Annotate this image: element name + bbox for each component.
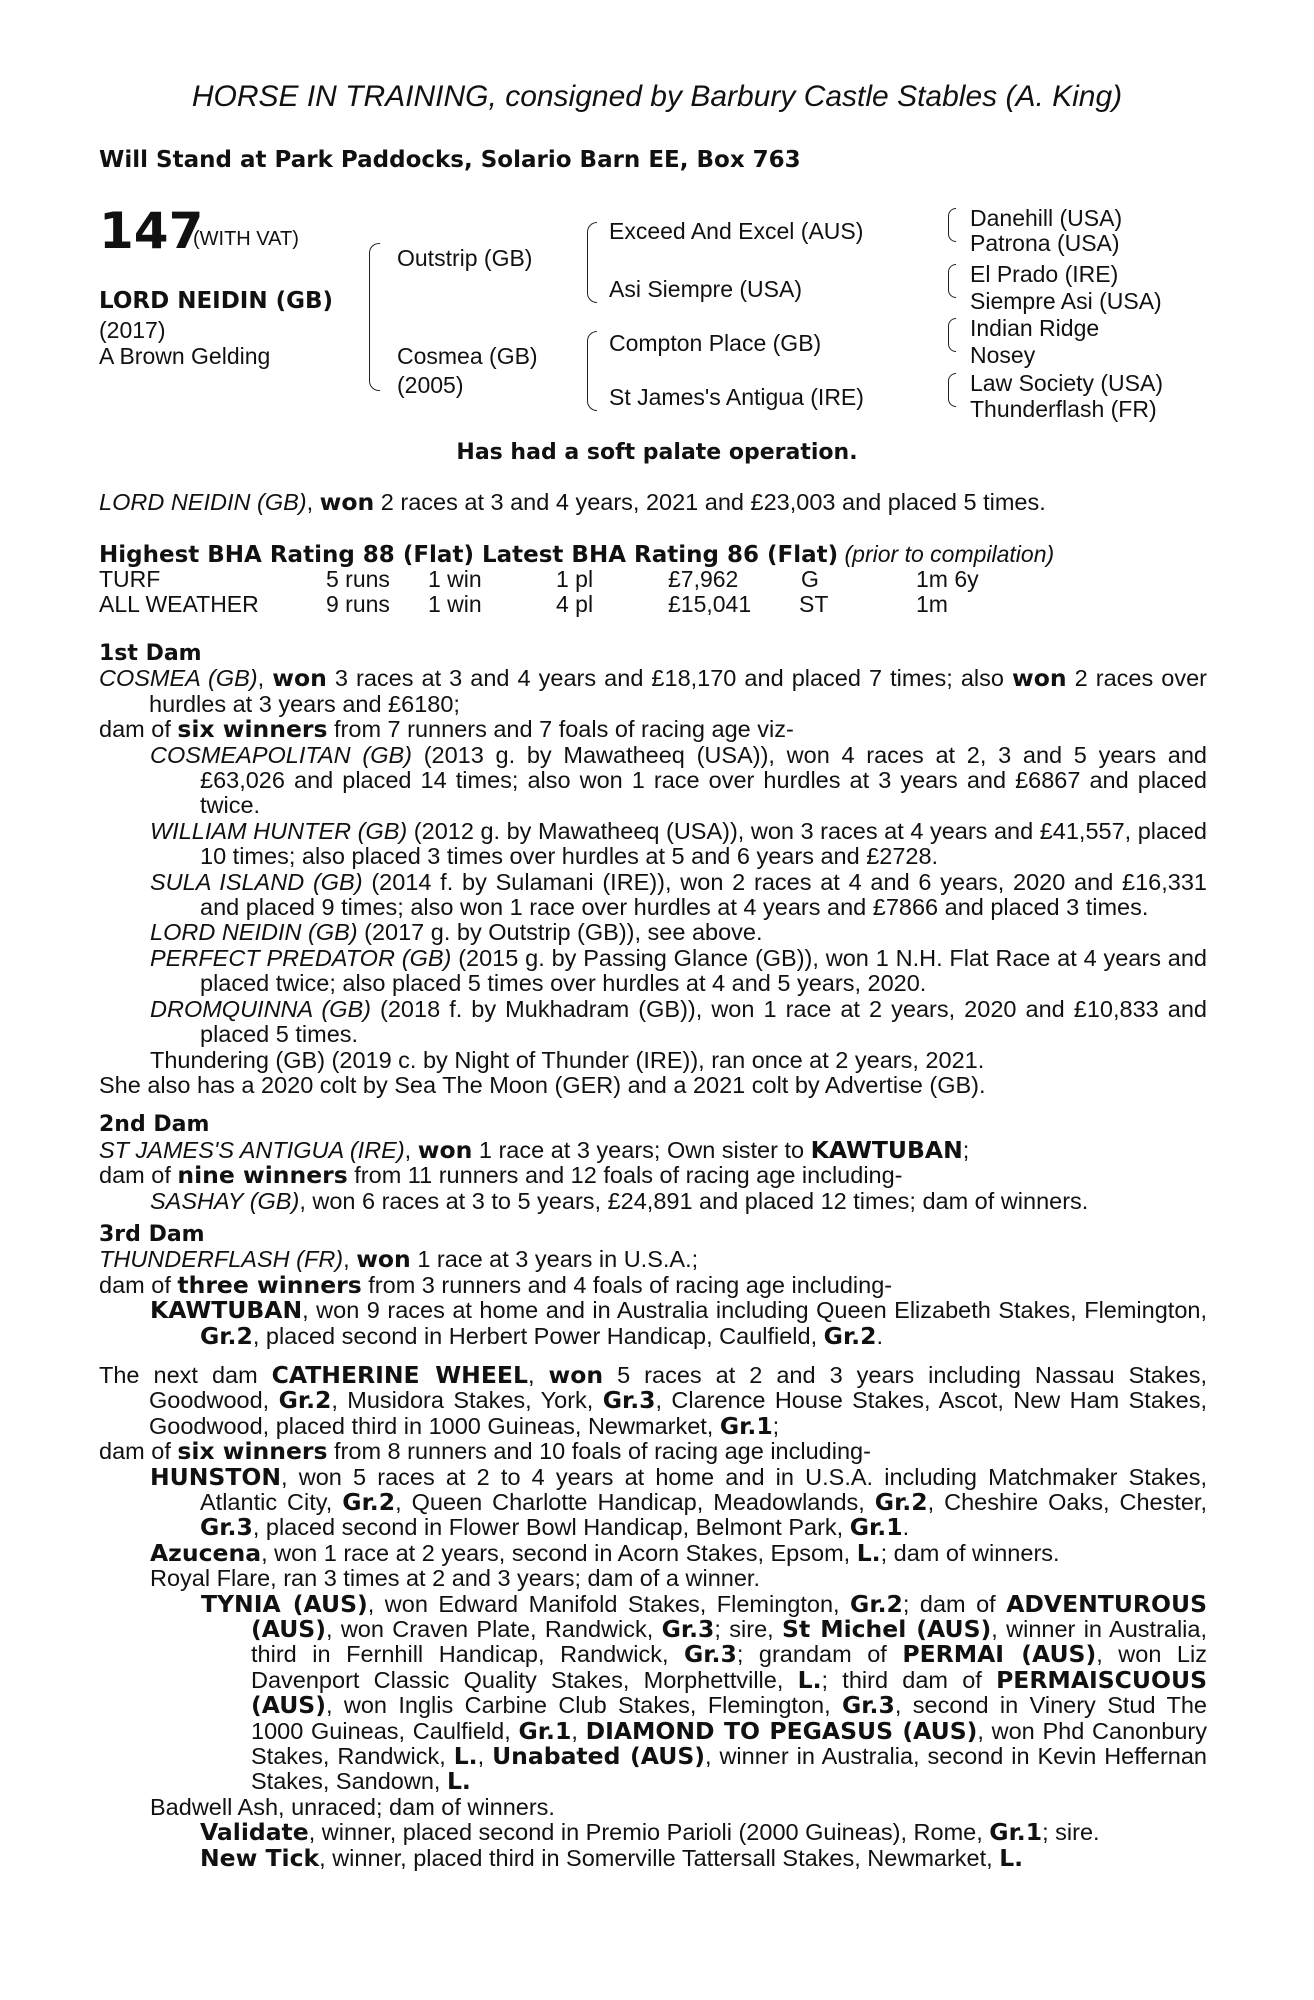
text-fragment: won xyxy=(272,664,327,693)
record-wins: 1 win xyxy=(428,591,482,617)
text-fragment: 2 races over hurdles at 3 years and £6180; xyxy=(149,665,1207,717)
text-fragment: won xyxy=(548,1360,604,1389)
text-fragment: , Queen Charlotte Handicap, Meadowlands, xyxy=(395,1489,875,1515)
g-brace-1 xyxy=(948,208,956,242)
progeny-entry: Royal Flare, ran 3 times at 2 and 3 years; dam of a winner. xyxy=(150,1565,760,1592)
text-fragment: , won Craven Plate, Randwick, xyxy=(325,1616,662,1643)
text-fragment: Gr.3 xyxy=(602,1386,656,1415)
progeny-entry: Thundering (GB) (2019 c. by Night of Thunder (IRE)), ran once at 2 years, 2021. xyxy=(150,1046,985,1073)
text-fragment: St Michel (AUS) xyxy=(782,1615,992,1644)
dam-name: COSMEA (GB) xyxy=(99,665,258,692)
horse-description: A Brown Gelding xyxy=(99,343,271,369)
text-fragment: Gr.2 xyxy=(342,1488,396,1516)
text-fragment: Gr.1 xyxy=(719,1411,773,1440)
text-fragment: from 3 runners and 4 foals of racing age including- xyxy=(361,1271,893,1298)
next-dam-record xyxy=(99,1360,1207,1440)
text-fragment: , winner in Australia, third in Fernhill Handicap, Randwick, xyxy=(251,1616,1208,1668)
text-fragment: six winners xyxy=(177,1437,328,1466)
progeny-name: WILLIAM HUNTER (GB) xyxy=(150,817,408,844)
spacer xyxy=(99,1349,1207,1363)
progeny-entry xyxy=(99,819,1207,870)
record-going: ST xyxy=(799,591,829,617)
text-fragment: , Clarence House Stakes, Ascot, New Ham Stakes, Goodwood, placed third in 1000 Guineas, Newmarket, xyxy=(149,1387,1207,1439)
horse-year: (2017) xyxy=(99,317,166,343)
g-brace-2 xyxy=(948,264,956,298)
text-fragment: Gr.2 xyxy=(200,1321,253,1350)
progeny-text: (2013 g. by Mawatheeq (USA)), won 4 races at 2, 3 and 5 years and £63,026 and placed 14 times; also won 1 race over hurdles at 3 years and £6867 and placed twice. xyxy=(200,741,1207,819)
lot-number: 147 xyxy=(99,202,204,260)
text-fragment: , won Liz Davenport Classic Quality Stakes, Morphettville, xyxy=(251,1641,1207,1693)
second-dam-produce xyxy=(99,1163,1207,1188)
text-fragment: nine winners xyxy=(177,1161,348,1190)
first-dam-record: COSMEA (GB), won 3 races at 3 and 4 years and £18,170 and placed 7 times; also won 2 races over hurdles at 3 years and £6180; xyxy=(99,664,1207,717)
record-going: G xyxy=(801,566,819,592)
text-fragment: 1 race at 3 years in U.S.A.; xyxy=(410,1246,699,1273)
dam-name: THUNDERFLASH (FR) xyxy=(99,1246,344,1273)
text-fragment: dam of xyxy=(99,1438,178,1465)
text-fragment: 5 races at 2 and 3 years including Nassau Stakes, Goodwood, xyxy=(149,1361,1207,1414)
text-fragment: , winner, placed third in Somerville Tattersall Stakes, Newmarket, xyxy=(319,1844,1000,1871)
g-brace-3 xyxy=(948,318,956,352)
text-fragment: DIAMOND TO PEGASUS (AUS) xyxy=(585,1716,978,1745)
text-fragment: from 11 runners and 12 foals of racing age including- xyxy=(347,1162,903,1189)
text-fragment: Gr.2 xyxy=(823,1321,877,1350)
record-placed: 1 pl xyxy=(556,566,594,592)
spacer xyxy=(99,1214,1207,1222)
progeny-text: (2018 f. by Mukhadram (GB)), won 1 race at 2 years, 2020 and £10,833 and placed 5 times. xyxy=(200,995,1207,1048)
progeny-entry xyxy=(99,1843,1207,1872)
text-fragment: L. xyxy=(856,1538,881,1567)
text-fragment: PERMAISCUOUS (AUS) xyxy=(251,1665,1207,1720)
sire-dam: Asi Siempre (USA) xyxy=(609,276,802,302)
text-fragment: Gr.1 xyxy=(518,1716,572,1745)
first-dam-heading: 1st Dam xyxy=(99,641,202,666)
progeny-entry xyxy=(99,1589,1208,1796)
text-fragment: L. xyxy=(797,1665,822,1694)
text-fragment: won xyxy=(356,1245,411,1274)
next-dam-produce xyxy=(99,1439,1207,1464)
text-fragment: from 7 runners and 7 foals of racing age viz- xyxy=(327,716,794,743)
second-dam-record: ST JAMES'S ANTIGUA (IRE), won 1 race at 3 years; Own sister to KAWTUBAN; xyxy=(99,1135,970,1164)
progeny-text: , won 6 races at 3 to 5 years, £24,891 and placed 12 times; dam of winners. xyxy=(299,1187,1089,1214)
pedigree-notes xyxy=(99,641,1207,1871)
text-fragment: ; dam of winners. xyxy=(880,1539,1060,1566)
text-fragment: ; sire. xyxy=(1042,1819,1100,1846)
progeny-entry xyxy=(99,997,1207,1048)
first-dam-produce xyxy=(99,717,1207,742)
record-distance: 1m xyxy=(916,591,948,617)
record-surface: ALL WEATHER xyxy=(99,591,259,617)
progeny-name: PERFECT PREDATOR (GB) xyxy=(150,944,452,971)
text-fragment: dam of xyxy=(99,1271,178,1298)
text-fragment: dam of xyxy=(99,716,178,743)
text-fragment: ; xyxy=(962,1136,970,1163)
text-fragment: Unabated (AUS) xyxy=(492,1742,705,1771)
summary-horse-name: LORD NEIDIN (GB) xyxy=(99,489,307,515)
progeny-entry xyxy=(99,1298,1207,1349)
progeny-entry xyxy=(99,870,1207,921)
text-fragment: , second in Vinery Stud The 1000 Guineas, Caulfield, xyxy=(251,1692,1208,1744)
text-fragment: from 8 runners and 10 foals of racing age including- xyxy=(327,1438,871,1465)
dam-year: (2005) xyxy=(397,372,464,398)
record-runs: 9 runs xyxy=(326,591,390,617)
granddam-4: Thunderflash (FR) xyxy=(970,396,1157,422)
grandsire-2: El Prado (IRE) xyxy=(970,261,1119,287)
text-fragment: 2 races at 3 and 4 years, 2021 and £23,003 and placed 5 times. xyxy=(374,489,1046,515)
text-fragment: ; xyxy=(772,1412,780,1439)
text-fragment: ADVENTUROUS (AUS) xyxy=(251,1589,1207,1644)
grandsire-1: Danehill (USA) xyxy=(970,205,1123,231)
dam-name: CATHERINE WHEEL xyxy=(271,1360,528,1389)
text-fragment: dam of xyxy=(99,1162,178,1189)
text-fragment: KAWTUBAN xyxy=(810,1135,963,1164)
rating-note: (prior to compilation) xyxy=(844,541,1055,567)
text-fragment: L. xyxy=(453,1742,478,1771)
text-fragment: 1 race at 3 years; Own sister to xyxy=(472,1136,811,1163)
progeny-name: HUNSTON xyxy=(150,1462,282,1491)
text-fragment: , xyxy=(571,1717,586,1744)
progeny-name: COSMEAPOLITAN (GB) xyxy=(150,741,412,768)
record-distance: 1m 6y xyxy=(916,566,979,592)
text-fragment: Gr.3 xyxy=(684,1640,737,1669)
text-fragment: PERMAI (AUS) xyxy=(902,1640,1097,1669)
horse-name: LORD NEIDIN (GB) xyxy=(99,288,334,314)
granddam-3: Nosey xyxy=(970,342,1036,368)
text-fragment: L. xyxy=(446,1767,471,1796)
text-fragment: , won Edward Manifold Stakes, Flemington, xyxy=(367,1590,851,1617)
text-fragment: . xyxy=(876,1322,883,1349)
text-fragment: Gr.1 xyxy=(989,1818,1043,1847)
text-fragment: , winner in Australia, second in Kevin Heffernan Stakes, Sandown, xyxy=(251,1743,1207,1795)
text-fragment: The next dam xyxy=(99,1361,272,1388)
third-dam-produce xyxy=(99,1270,1207,1299)
first-dam-also: She also has a 2020 colt by Sea The Moon (GER) and a 2021 colt by Advertise (GB). xyxy=(99,1071,986,1098)
progeny-entry xyxy=(99,1538,1207,1567)
record-money: £7,962 xyxy=(668,566,739,592)
text-fragment: L. xyxy=(999,1843,1024,1872)
grandsire-3: Indian Ridge xyxy=(970,315,1100,341)
progeny-text: (2015 g. by Passing Glance (GB)), won 1 N.H. Flat Race at 4 years and placed twice; also placed 5 times over hurdles at 4 and 5 years, 2020. xyxy=(200,944,1207,997)
progeny-entry xyxy=(99,946,1207,997)
granddam-1: Patrona (USA) xyxy=(970,230,1120,256)
text-fragment: , xyxy=(306,489,320,515)
sire-sire: Exceed And Excel (AUS) xyxy=(609,218,864,244)
third-dam-record: THUNDERFLASH (FR), won 1 race at 3 years in U.S.A.; xyxy=(99,1245,699,1274)
dam-brace xyxy=(587,331,597,411)
text-fragment: , xyxy=(477,1743,493,1770)
race-summary xyxy=(99,490,1207,515)
grandsire-4: Law Society (USA) xyxy=(970,370,1164,396)
progeny-text: (2014 f. by Sulamani (IRE)), won 2 races at 4 and 6 years, 2020 and £16,331 and placed 9 times; also won 1 race over hurdles at 4 years and £7866 and placed 3 times. xyxy=(200,868,1207,921)
text-fragment: six winners xyxy=(177,715,328,744)
dam-sire: Compton Place (GB) xyxy=(609,330,822,356)
text-fragment: Gr.3 xyxy=(661,1615,715,1644)
second-dam-heading: 2nd Dam xyxy=(99,1112,210,1138)
record-money: £15,041 xyxy=(668,591,752,617)
text-fragment: , won 9 races at home and in Australia including Queen Elizabeth Stakes, Flemington, xyxy=(302,1297,1207,1324)
dam-name: ST JAMES'S ANTIGUA (IRE) xyxy=(99,1136,405,1163)
progeny-entry: Badwell Ash, unraced; dam of winners. xyxy=(150,1793,555,1820)
progeny-entry xyxy=(99,1462,1207,1542)
progeny-name: New Tick xyxy=(200,1843,320,1872)
text-fragment: won xyxy=(417,1135,473,1164)
progeny-entry xyxy=(99,920,1207,945)
text-fragment: , Musidora Stakes, York, xyxy=(331,1387,603,1414)
progeny-name: KAWTUBAN xyxy=(150,1296,303,1325)
text-fragment: , winner, placed second in Premio Parioli (2000 Guineas), Rome, xyxy=(308,1819,990,1846)
text-fragment: , xyxy=(527,1361,549,1388)
dam-dam: St James's Antigua (IRE) xyxy=(609,384,864,410)
text-fragment: , placed second in Herbert Power Handicap, Caulfield, xyxy=(252,1322,824,1349)
text-fragment: , won 1 race at 2 years, second in Acorn Stakes, Epsom, xyxy=(261,1539,857,1566)
rating-values: Highest BHA Rating 88 (Flat) Latest BHA Rating 86 (Flat) xyxy=(99,542,839,568)
stand-location: Will Stand at Park Paddocks, Solario Barn EE, Box 763 xyxy=(99,147,801,173)
progeny-entry xyxy=(99,1820,1207,1845)
text-fragment: , won Inglis Carbine Club Stakes, Flemington, xyxy=(325,1692,843,1719)
bha-rating xyxy=(99,541,1054,568)
progeny-entry xyxy=(99,743,1207,819)
progeny-name: SASHAY (GB) xyxy=(150,1187,300,1214)
vat-note: (WITH VAT) xyxy=(193,228,299,250)
text-fragment: . xyxy=(902,1514,910,1541)
text-fragment: ; grandam of xyxy=(736,1641,903,1668)
text-fragment: Gr.3 xyxy=(842,1691,895,1720)
granddam-2: Siempre Asi (USA) xyxy=(970,288,1162,314)
record-placed: 4 pl xyxy=(556,591,594,617)
text-fragment: three winners xyxy=(177,1270,362,1299)
text-fragment: Gr.2 xyxy=(278,1386,332,1415)
dam-name: Cosmea (GB) xyxy=(397,343,538,369)
operation-note: Has had a soft palate operation. xyxy=(456,440,858,465)
text-fragment: Gr.1 xyxy=(849,1513,903,1542)
text-fragment: Gr.3 xyxy=(200,1513,253,1542)
spacer xyxy=(99,1098,1207,1112)
record-runs: 5 runs xyxy=(326,566,390,592)
text-fragment: won xyxy=(1012,664,1067,693)
progeny-name: Validate xyxy=(200,1818,309,1847)
sire-name: Outstrip (GB) xyxy=(397,245,533,271)
text-fragment: ; dam of xyxy=(902,1590,1007,1617)
page-title: HORSE IN TRAINING, consigned by Barbury Castle Stables (A. King) xyxy=(191,80,1123,113)
text-fragment: Gr.2 xyxy=(874,1488,928,1516)
record-wins: 1 win xyxy=(428,566,482,592)
text-fragment: , won 5 races at 2 to 4 years at home and in U.S.A. including Matchmaker Stakes, Atlantic City, xyxy=(200,1463,1207,1515)
progeny-name: DROMQUINNA (GB) xyxy=(150,995,371,1022)
third-dam-heading: 3rd Dam xyxy=(99,1221,205,1247)
record-surface: TURF xyxy=(99,566,161,592)
progeny-name: TYNIA (AUS) xyxy=(201,1589,368,1618)
text-fragment: , Cheshire Oaks, Chester, xyxy=(927,1489,1207,1515)
text-fragment: , won Phd Canonbury Stakes, Randwick, xyxy=(251,1717,1207,1770)
progeny-name: SULA ISLAND (GB) xyxy=(150,868,363,895)
progeny-entry xyxy=(99,1189,1207,1214)
progeny-name: LORD NEIDIN (GB) xyxy=(150,919,358,946)
text-fragment: ; sire, xyxy=(714,1616,783,1643)
progeny-name: Azucena xyxy=(150,1538,262,1567)
text-fragment: Gr.2 xyxy=(850,1589,903,1618)
sire-brace xyxy=(587,222,597,303)
progeny-text: (2012 g. by Mawatheeq (USA)), won 3 races at 4 years and £41,557, placed 10 times; also placed 3 times over hurdles at 5 and 6 years and £2728. xyxy=(200,817,1207,870)
text-fragment: , placed second in Flower Bowl Handicap, Belmont Park, xyxy=(252,1514,850,1541)
g-brace-4 xyxy=(948,373,956,407)
text-fragment: won xyxy=(319,488,375,516)
pedigree-brace xyxy=(369,243,380,391)
text-fragment: 3 races at 3 and 4 years and £18,170 and placed 7 times; also xyxy=(326,665,1012,692)
text-fragment: ; third dam of xyxy=(821,1666,997,1693)
progeny-text: (2017 g. by Outstrip (GB)), see above. xyxy=(357,919,763,946)
